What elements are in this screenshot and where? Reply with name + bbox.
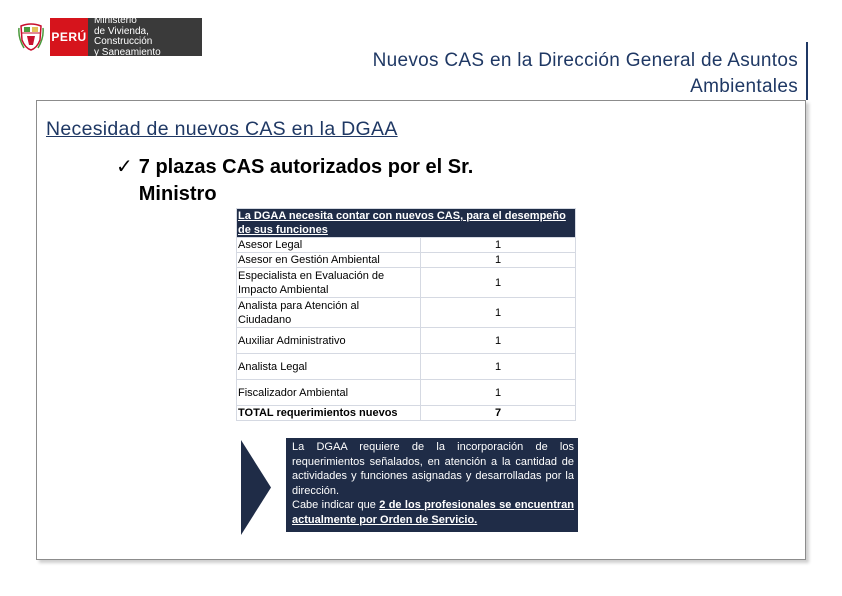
note-paragraph xyxy=(292,498,574,527)
logo-ministry-line: y Saneamiento xyxy=(94,46,161,58)
table-row xyxy=(237,268,576,298)
section-heading-text: Necesidad de nuevos CAS en la DGAA xyxy=(46,118,398,140)
bullet-text-line2: Ministro xyxy=(138,183,217,205)
section-heading xyxy=(46,116,426,142)
total-label-cell: TOTAL requerimientos nuevos xyxy=(237,406,421,421)
table-row xyxy=(237,354,576,380)
count-cell: 1 xyxy=(421,298,576,328)
table-row xyxy=(237,238,576,253)
role-cell xyxy=(237,298,421,328)
count-cell: 1 xyxy=(421,328,576,354)
logo-ministry-line: Ministerio xyxy=(94,15,137,26)
title-accent-bar xyxy=(806,42,808,100)
logo-ministry-line: de Vivienda, Construcción xyxy=(94,25,153,47)
slide-title-line: Ambientales xyxy=(690,76,798,97)
slide-title xyxy=(200,48,798,100)
role-text: Especialista en Evaluación de Impacto Ambiental xyxy=(238,269,385,296)
role-cell: Analista Legal xyxy=(237,354,421,380)
table-header-row xyxy=(237,209,576,238)
role-cell: Asesor en Gestión Ambiental xyxy=(237,253,421,268)
note-text: Cabe indicar que xyxy=(292,499,380,511)
count-cell: 1 xyxy=(421,238,576,253)
logo-country: PERÚ xyxy=(50,18,88,56)
bullet-text-line1: 7 plazas CAS autorizados por el Sr. xyxy=(138,156,474,178)
logo-ministry-name xyxy=(88,15,202,58)
ministry-logo xyxy=(12,15,202,58)
note-box xyxy=(286,438,578,532)
chevron-right-icon xyxy=(241,440,271,535)
slide-title-line: Nuevos CAS en la Dirección General de Asuntos xyxy=(372,50,798,71)
role-cell: Auxiliar Administrativo xyxy=(237,328,421,354)
table-row xyxy=(237,298,576,328)
note-paragraph: La DGAA requiere de la incorporación de los requerimientos señalados, en atención a la cantidad de actividades y funciones asignadas y desarrolladas por la dirección. xyxy=(292,441,574,497)
checkmark-icon: ✓ xyxy=(116,156,133,178)
count-cell: 1 xyxy=(421,268,576,298)
role-cell xyxy=(237,268,421,298)
role-cell: Asesor Legal xyxy=(237,238,421,253)
table-row xyxy=(237,380,576,406)
total-count-cell: 7 xyxy=(421,406,576,421)
coat-of-arms-icon xyxy=(12,18,50,56)
table-header-cell: La DGAA necesita contar con nuevos CAS, para el desempeño de sus funciones xyxy=(237,209,576,238)
role-cell: Fiscalizador Ambiental xyxy=(237,380,421,406)
table-row xyxy=(237,328,576,354)
table-total-row xyxy=(237,406,576,421)
bullet-item xyxy=(116,154,473,208)
count-cell: 1 xyxy=(421,253,576,268)
count-cell: 1 xyxy=(421,380,576,406)
table-row xyxy=(237,253,576,268)
count-cell: 1 xyxy=(421,354,576,380)
note-emphasis: 2 de los profesionales se encuentran actualmente por Orden de Servicio. xyxy=(292,499,574,526)
role-text: Analista para Atención al Ciudadano xyxy=(238,299,360,326)
requirements-table xyxy=(236,208,576,421)
